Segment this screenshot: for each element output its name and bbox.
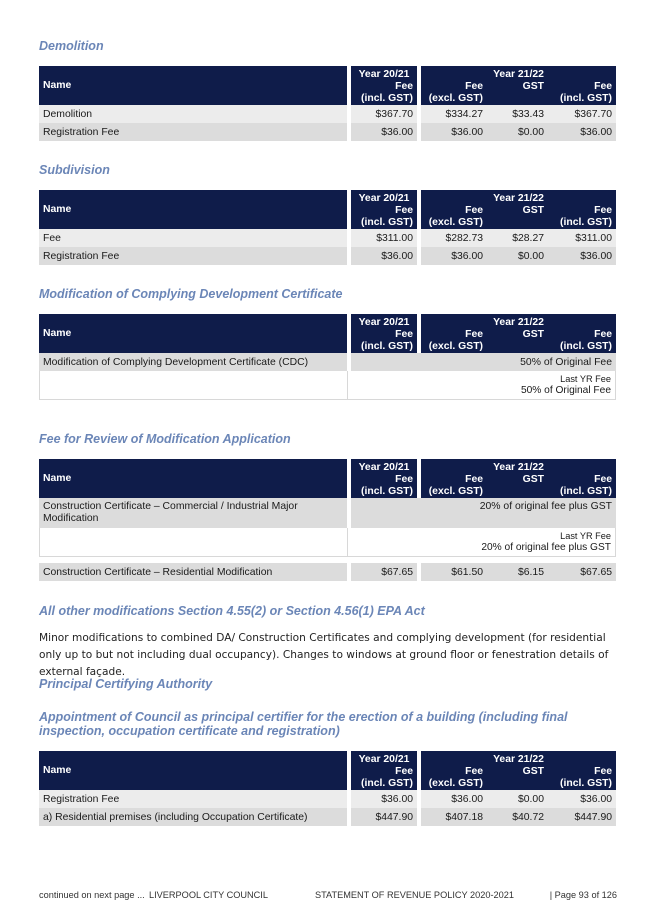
section-title-pca: Principal Certifying Authority (39, 677, 213, 691)
row-fee-excl: $36.00 (417, 247, 487, 265)
row-name: Construction Certificate – Commercial / Industrial Major Modification (39, 498, 347, 528)
row-gst: $6.15 (487, 563, 548, 581)
last-year-note-row (39, 528, 616, 557)
header-year-cur: Year 21/22 (417, 459, 616, 474)
modification-cdc-fee-table (39, 314, 616, 400)
header-fee: Fee (465, 766, 483, 777)
header-excl: (excl. GST) (428, 486, 483, 497)
subdivision-fee-table (39, 190, 616, 265)
footer-council: LIVERPOOL CITY COUNCIL (149, 890, 268, 900)
section-title-appointment: Appointment of Council as principal certifier for the erection of a building (including final inspection, occupation certificate and registration) (39, 710, 568, 738)
row-name: Modification of Complying Development Certificate (CDC) (39, 353, 347, 371)
header-fee: Fee (395, 81, 413, 92)
header-fee: Fee (594, 766, 612, 777)
header-fee: Fee (395, 766, 413, 777)
table-header-row (39, 751, 616, 766)
demolition-fee-table (39, 66, 616, 141)
row-prev-fee: $36.00 (347, 123, 417, 141)
row-fee-text: 50% of Original Fee (347, 353, 616, 371)
header-excl: (excl. GST) (428, 93, 483, 104)
header-fee: Fee (465, 329, 483, 340)
header-name: Name (43, 472, 72, 484)
table-row (39, 563, 616, 581)
row-fee-incl: $36.00 (548, 790, 616, 808)
row-prev-fee: $36.00 (347, 247, 417, 265)
header-name: Name (43, 203, 72, 215)
last-yr-value: 50% of Original Fee (520, 385, 611, 396)
other-modifications-text: Minor modifications to combined DA/ Construction Certificates and complying development (for residential only up to but not including dual occupancy). Changes to windows at ground floor or fenestration details of external façade. (39, 632, 609, 678)
table-row (39, 229, 616, 247)
row-prev-fee: $36.00 (347, 790, 417, 808)
header-incl: (incl. GST) (361, 217, 413, 228)
header-year-prev: Year 20/21 (347, 190, 417, 205)
row-fee-text: 20% of original fee plus GST (347, 498, 616, 528)
row-prev-fee: $67.65 (347, 563, 417, 581)
last-yr-label: Last YR Fee (560, 374, 611, 384)
header-fee: Fee (395, 205, 413, 216)
header-fee: Fee (465, 474, 483, 485)
header-excl: (excl. GST) (428, 217, 483, 228)
table-header-row (39, 459, 616, 474)
header-name: Name (43, 327, 72, 339)
section-title-other-modifications: All other modifications Section 4.55(2) or Section 4.56(1) EPA Act (39, 604, 425, 618)
row-fee-incl: $367.70 (548, 105, 616, 123)
footer-continued: continued on next page ... (39, 890, 145, 900)
row-prev-fee: $311.00 (347, 229, 417, 247)
header-year-prev: Year 20/21 (347, 751, 417, 766)
header-year-prev: Year 20/21 (347, 66, 417, 81)
header-fee: Fee (395, 329, 413, 340)
header-incl: (incl. GST) (560, 341, 612, 352)
header-fee: Fee (465, 205, 483, 216)
table-header-row (39, 314, 616, 329)
row-gst: $0.00 (487, 247, 548, 265)
header-incl: (incl. GST) (361, 486, 413, 497)
header-year-cur: Year 21/22 (417, 66, 616, 81)
header-fee: Fee (594, 205, 612, 216)
header-gst: GST (522, 766, 544, 777)
header-incl: (incl. GST) (560, 217, 612, 228)
header-name: Name (43, 79, 72, 91)
row-fee-incl: $67.65 (548, 563, 616, 581)
header-excl: (excl. GST) (428, 778, 483, 789)
row-fee-excl: $36.00 (417, 123, 487, 141)
table-row (39, 247, 616, 265)
table-row (39, 790, 616, 808)
header-excl: (excl. GST) (428, 341, 483, 352)
row-gst: $28.27 (487, 229, 548, 247)
last-yr-label: Last YR Fee (560, 531, 611, 541)
row-fee-excl: $334.27 (417, 105, 487, 123)
table-row (39, 353, 616, 371)
row-name: Registration Fee (39, 247, 347, 265)
header-year-prev: Year 20/21 (347, 459, 417, 474)
row-name: Construction Certificate – Residential Modification (39, 563, 347, 581)
table-row (39, 123, 616, 141)
row-name: Registration Fee (39, 123, 347, 141)
header-year-cur: Year 21/22 (417, 190, 616, 205)
row-fee-incl: $36.00 (548, 247, 616, 265)
section-title-demolition: Demolition (39, 39, 104, 53)
row-name: Fee (39, 229, 347, 247)
row-gst: $0.00 (487, 123, 548, 141)
header-incl: (incl. GST) (560, 778, 612, 789)
header-incl: (incl. GST) (361, 93, 413, 104)
header-fee: Fee (395, 474, 413, 485)
header-name: Name (43, 764, 72, 776)
last-year-note-row (39, 371, 616, 400)
row-prev-fee: $367.70 (347, 105, 417, 123)
row-fee-excl: $36.00 (417, 790, 487, 808)
row-fee-excl: $407.18 (417, 808, 487, 826)
header-fee: Fee (465, 81, 483, 92)
row-name: Demolition (39, 105, 347, 123)
row-name: a) Residential premises (including Occupation Certificate) (39, 808, 347, 826)
header-incl: (incl. GST) (361, 341, 413, 352)
table-header-row (39, 66, 616, 81)
row-fee-incl: $36.00 (548, 123, 616, 141)
appointment-fee-table (39, 751, 616, 826)
header-incl: (incl. GST) (560, 486, 612, 497)
header-year-cur: Year 21/22 (417, 751, 616, 766)
header-fee: Fee (594, 474, 612, 485)
header-incl: (incl. GST) (361, 778, 413, 789)
header-gst: GST (522, 205, 544, 216)
table-row (39, 808, 616, 826)
table-row (39, 105, 616, 123)
section-title-modification-cdc: Modification of Complying Development Certificate (39, 287, 343, 301)
section-title-review-modification: Fee for Review of Modification Application (39, 432, 291, 446)
table-row (39, 498, 616, 528)
table-header-row (39, 190, 616, 205)
review-modification-fee-table (39, 459, 616, 581)
header-gst: GST (522, 329, 544, 340)
row-gst: $40.72 (487, 808, 548, 826)
row-fee-incl: $311.00 (548, 229, 616, 247)
header-fee: Fee (594, 329, 612, 340)
header-year-prev: Year 20/21 (347, 314, 417, 329)
row-fee-excl: $282.73 (417, 229, 487, 247)
header-fee: Fee (594, 81, 612, 92)
section-title-subdivision: Subdivision (39, 163, 110, 177)
row-gst: $0.00 (487, 790, 548, 808)
last-yr-value: 20% of original fee plus GST (481, 542, 611, 553)
header-gst: GST (522, 474, 544, 485)
row-prev-fee: $447.90 (347, 808, 417, 826)
row-fee-incl: $447.90 (548, 808, 616, 826)
header-gst: GST (522, 81, 544, 92)
header-year-cur: Year 21/22 (417, 314, 616, 329)
row-gst: $33.43 (487, 105, 548, 123)
header-incl: (incl. GST) (560, 93, 612, 104)
row-name: Registration Fee (39, 790, 347, 808)
footer-statement: STATEMENT OF REVENUE POLICY 2020-2021 (315, 890, 514, 900)
row-fee-excl: $61.50 (417, 563, 487, 581)
footer-page-number: | Page 93 of 126 (549, 890, 617, 900)
